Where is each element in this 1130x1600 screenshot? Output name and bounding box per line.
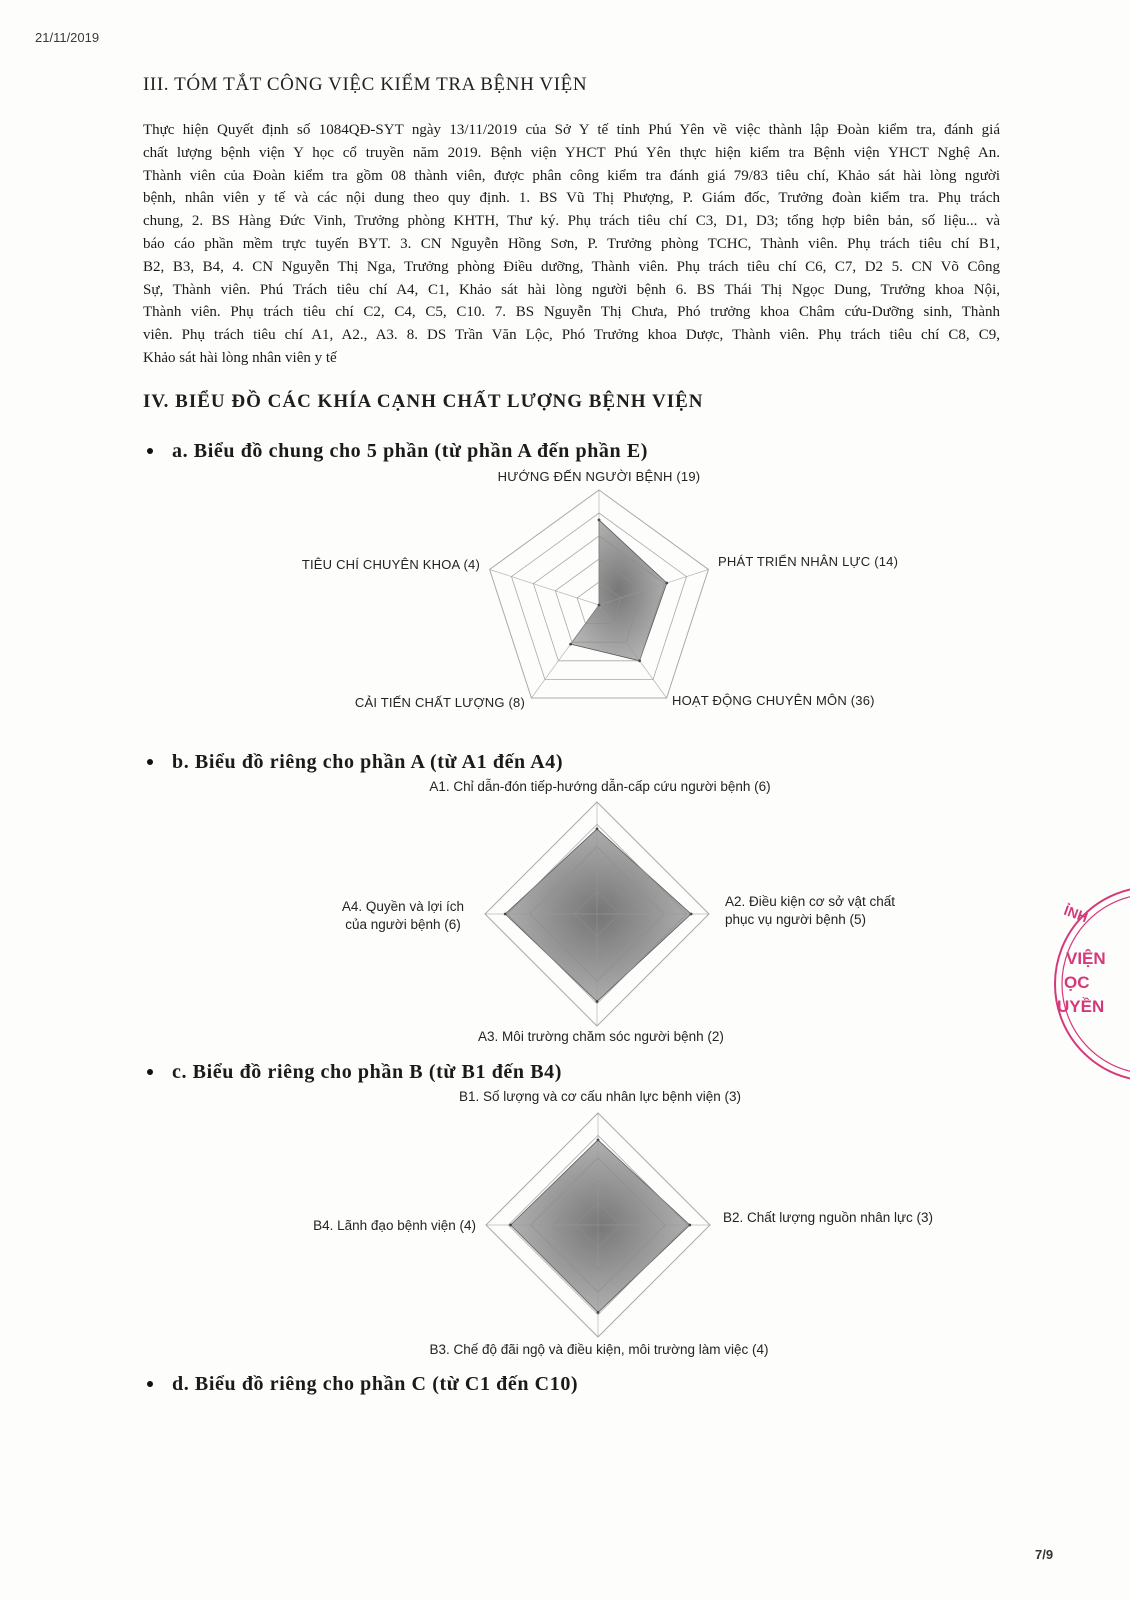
paragraph-line: báo cáo phần mềm trực tuyến BYT. 3. CN Nguyễn Hồng Sơn, P. Trưởng phòng TCHC, Thành viên. Phụ trách tiêu chí B1,: [143, 235, 1000, 252]
radar-point: [665, 582, 668, 585]
subsection-c-title: [147, 1060, 562, 1084]
paragraph-line: B2, B3, B4, 4. CN Nguyễn Thị Nga, Trưởng phòng Điều dưỡng, Thành viên. Phụ trách tiêu chí C6, C7, D2 5. CN Võ Công: [143, 258, 1000, 275]
paragraph-line: chất lượng bệnh viện Y học cổ truyền năm 2019. Bệnh viện YHCT Phú Yên thực hiện kiểm tra Bệnh viện YHCT Nghệ An.: [143, 144, 1000, 161]
radar-point: [509, 1224, 512, 1227]
radar-axis-label: HƯỚNG ĐẾN NGƯỜI BỆNH (19): [497, 469, 701, 484]
radar-area: [571, 520, 667, 661]
paragraph-line: chung, 2. BS Hàng Đức Vinh, Trưởng phòng KHTH, Thư ký. Phụ trách tiêu chí C3, D1, D3; tổng hợp biên bản, số liệu... và: [143, 213, 1000, 230]
subsection-title-text: b. Biểu đồ riêng cho phần A (từ A1 đến A4): [172, 751, 564, 773]
radar-chart-part-b: [478, 1105, 718, 1345]
seal-text: ỈNH: [1061, 901, 1091, 926]
subsection-title-text: a. Biểu đồ chung cho 5 phần (từ phần A đến phần E): [172, 440, 649, 462]
radar-axis-spoke: [531, 605, 599, 698]
subsection-title-text: d. Biểu đồ riêng cho phần C (từ C1 đến C10): [172, 1373, 579, 1395]
paragraph-line: Thành viên của Đoàn kiểm tra gồm 08 thành viên, được phân công kiểm tra đánh giá 79/83 tiêu chí, Khảo sát hài lòng người: [143, 167, 1000, 184]
radar-point: [569, 643, 572, 646]
radar-point: [597, 1139, 600, 1142]
radar-point: [598, 519, 601, 522]
radar-point: [596, 1000, 599, 1003]
page-number: 7/9: [1035, 1547, 1054, 1562]
radar-axis-label: A1. Chỉ dẫn-đón tiếp-hướng dẫn-cấp cứu người bệnh (6): [429, 779, 771, 794]
radar-axis-label: B1. Số lượng và cơ cấu nhân lực bệnh viện (3): [459, 1089, 741, 1104]
radar-area: [511, 1140, 690, 1313]
radar-axis-label: TIÊU CHÍ CHUYÊN KHOA (4): [301, 557, 480, 572]
radar-axis-label: B3. Chế độ đãi ngộ và điều kiện, môi trường làm việc (4): [429, 1342, 769, 1357]
section-iii-heading: III. TÓM TẮT CÔNG VIỆC KIỂM TRA BỆNH VIỆN: [143, 74, 588, 95]
bullet-icon: [147, 1381, 153, 1387]
paragraph-line: Thực hiện Quyết định số 1084QĐ-SYT ngày 13/11/2019 của Sở Y tế tỉnh Phú Yên về việc thành lập Đoàn kiểm tra, đánh giá: [143, 122, 1000, 138]
subsection-b-title: [147, 750, 563, 774]
radar-axis-label: B4. Lãnh đạo bệnh viện (4): [313, 1218, 476, 1233]
bullet-icon: [147, 448, 153, 454]
paragraph-line: Thành viên. Phụ trách tiêu chí C2, C4, C5, C10. 7. BS Nguyễn Thị Chưa, Phó trưởng khoa Châm cứu-Dưỡng sinh, Thành: [143, 304, 1000, 321]
radar-axis-spoke: [490, 570, 599, 606]
official-seal-stamp: [1040, 878, 1130, 1082]
radar-axis-label: A3. Môi trường chăm sóc người bệnh (2): [478, 1029, 724, 1044]
subsection-title-text: c. Biểu đồ riêng cho phần B (từ B1 đến B4): [172, 1061, 563, 1083]
bullet-icon: [147, 759, 153, 765]
radar-chart-overall: [479, 485, 719, 725]
paragraph-line: Sự, Thành viên. Phú Trách tiêu chí A4, C1, Khảo sát hài lòng người bệnh 6. BS Thái Thị Ngọc Dung, Trưởng khoa Nội,: [143, 281, 1000, 298]
print-date: 21/11/2019: [35, 30, 100, 45]
bullet-icon: [147, 1069, 153, 1075]
radar-point: [596, 828, 599, 831]
section-iii-paragraph: [143, 119, 1000, 370]
radar-chart-part-a: [477, 794, 717, 1034]
paragraph-line: bệnh, nhân viên y tế và các nội dung theo quy định. 1. BS Vũ Thị Phượng, P. Giám đốc, Trưởng đoàn kiểm tra. Phụ trách: [143, 190, 1000, 207]
radar-axis-label: CẢI TIẾN CHẤT LƯỢNG (8): [354, 695, 525, 710]
subsection-d-title: [147, 1372, 578, 1396]
radar-axis-label: B2. Chất lượng nguồn nhân lực (3): [723, 1210, 934, 1225]
radar-point: [598, 604, 601, 607]
section-iv-heading: IV. BIỂU ĐỒ CÁC KHÍA CẠNH CHẤT LƯỢNG BỆNH VIỆN: [143, 391, 704, 412]
radar-point: [504, 913, 507, 916]
radar-point: [688, 1224, 691, 1227]
paragraph-line: viên. Phụ trách tiêu chí A1, A2., A3. 8. DS Trần Văn Lộc, Phó Trưởng khoa Dược, Thành viên. Phụ trách tiêu chí C8, C9,: [143, 327, 1000, 344]
radar-axis-label: A4. Quyền và lợi ích của người bệnh (6): [341, 899, 465, 932]
seal-text: UYỀN: [1057, 997, 1105, 1016]
radar-axis-label: HOẠT ĐỘNG CHUYÊN MÔN (36): [672, 693, 875, 708]
radar-axis-label: A2. Điều kiện cơ sở vật chất phục vụ người bệnh (5): [725, 894, 896, 927]
radar-axis-label: PHÁT TRIỂN NHÂN LỰC (14): [718, 554, 899, 569]
subsection-a-title: [147, 439, 648, 463]
radar-point: [690, 913, 693, 916]
seal-text: VIỆN: [1066, 949, 1106, 968]
seal-text: ỌC: [1064, 973, 1090, 992]
paragraph-line: Khảo sát hài lòng nhân viên y tế: [143, 349, 337, 366]
radar-point: [638, 659, 641, 662]
radar-point: [597, 1311, 600, 1314]
